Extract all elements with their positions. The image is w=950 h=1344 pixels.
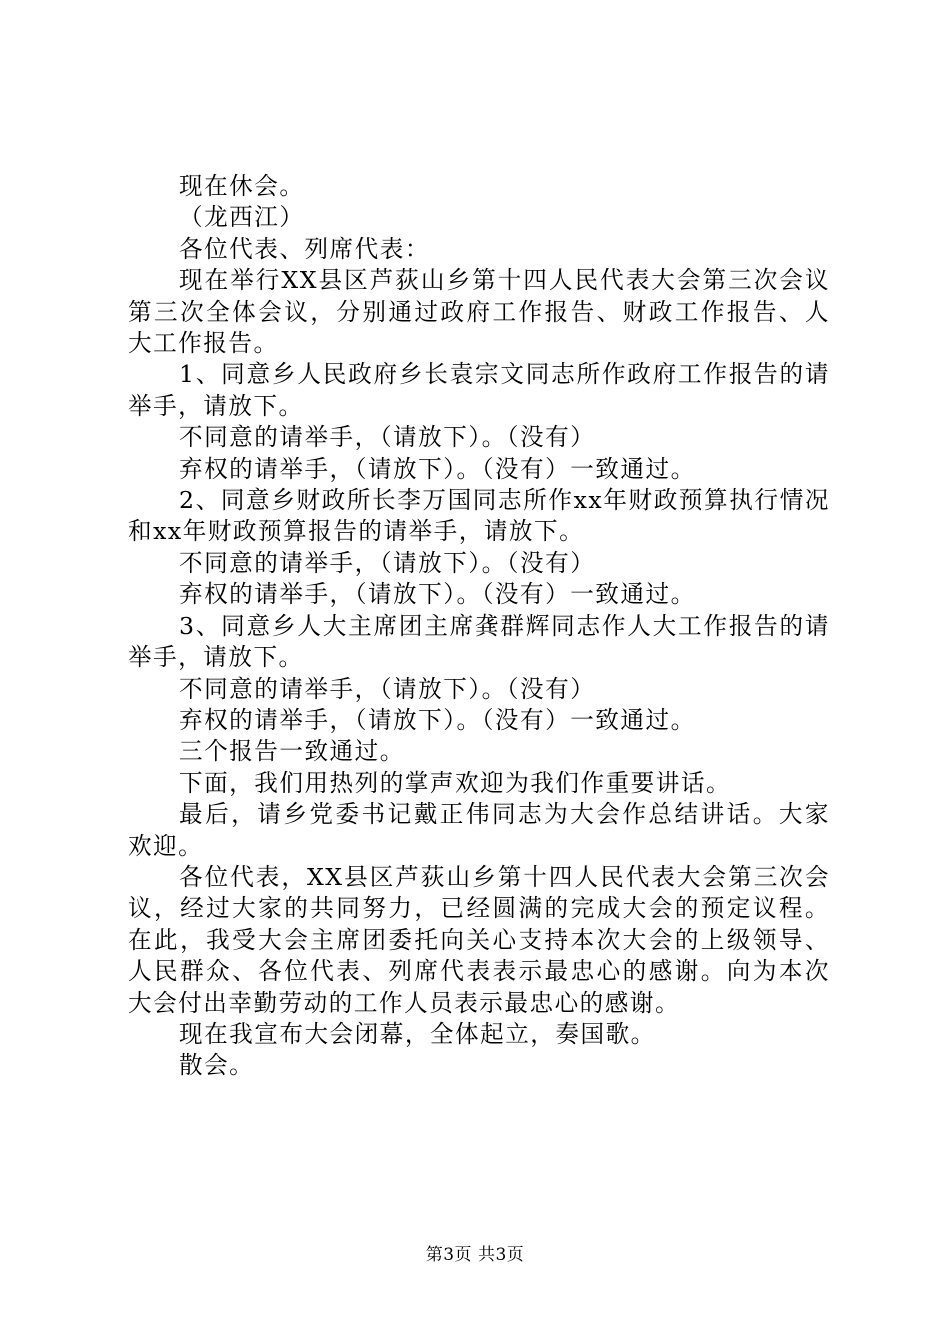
page-number-footer: 第3页 共3页 — [425, 1245, 525, 1265]
paragraph-recess: 现在休会。 — [179, 172, 305, 200]
paragraph-closing-declaration: 现在我宣布大会闭幕，全体起立，奏国歌。 — [179, 1019, 656, 1048]
document-body — [128, 171, 830, 1082]
paragraph-vote-2-against: 不同意的请举手，（请放下）。（没有） — [179, 548, 596, 577]
paragraph-speaker-name: （龙西江） — [179, 203, 305, 232]
paragraph-reports-passed: 三个报告一致通过。 — [179, 737, 405, 766]
paragraph-vote-1: 1、同意乡人民政府乡长袁宗文同志所作政府工作报告的请举手，请放下。 — [128, 360, 830, 420]
paragraph-thanks: 各位代表，XX县区芦荻山乡第十四人民代表大会第三次会议，经过大家的共同努力，已经圆满的完成大会的预定议程。在此，我受大会主席团委托向关心支持本次大会的上级领导、人民群众、各位代表、列席代表表示最忠心的感谢。向为本次大会付出幸勤劳动的工作人员表示最忠心的感谢。 — [128, 862, 830, 1017]
paragraph-closing-speech: 最后，请乡党委书记戴正伟同志为大会作总结讲话。大家欢迎。 — [128, 800, 830, 860]
paragraph-vote-1-against: 不同意的请举手，（请放下）。（没有） — [179, 423, 596, 452]
paragraph-meeting-opening: 现在举行XX县区芦荻山乡第十四人民代表大会第三次会议第三次全体会议，分别通过政府工作报告、财政工作报告、人大工作报告。 — [128, 266, 830, 358]
paragraph-adjourn: 散会。 — [179, 1051, 255, 1080]
paragraph-vote-2-abstain: 弃权的请举手，（请放下）。（没有）一致通过。 — [179, 580, 696, 609]
paragraph-vote-3-against: 不同意的请举手，（请放下）。（没有） — [179, 674, 596, 703]
paragraph-salutation: 各位代表、列席代表： — [179, 234, 430, 263]
paragraph-vote-2: 2、同意乡财政所长李万国同志所作xx年财政预算执行情况和xx年财政预算报告的请举手，请放下。 — [128, 486, 830, 546]
paragraph-vote-1-abstain: 弃权的请举手，（请放下）。（没有）一致通过。 — [179, 454, 696, 483]
paragraph-vote-3: 3、同意乡人大主席团主席龚群辉同志作人大工作报告的请举手，请放下。 — [128, 611, 830, 672]
paragraph-applause: 下面，我们用热列的掌声欢迎为我们作重要讲话。 — [179, 768, 732, 797]
paragraph-vote-3-abstain: 弃权的请举手，（请放下）。（没有）一致通过。 — [179, 705, 696, 734]
